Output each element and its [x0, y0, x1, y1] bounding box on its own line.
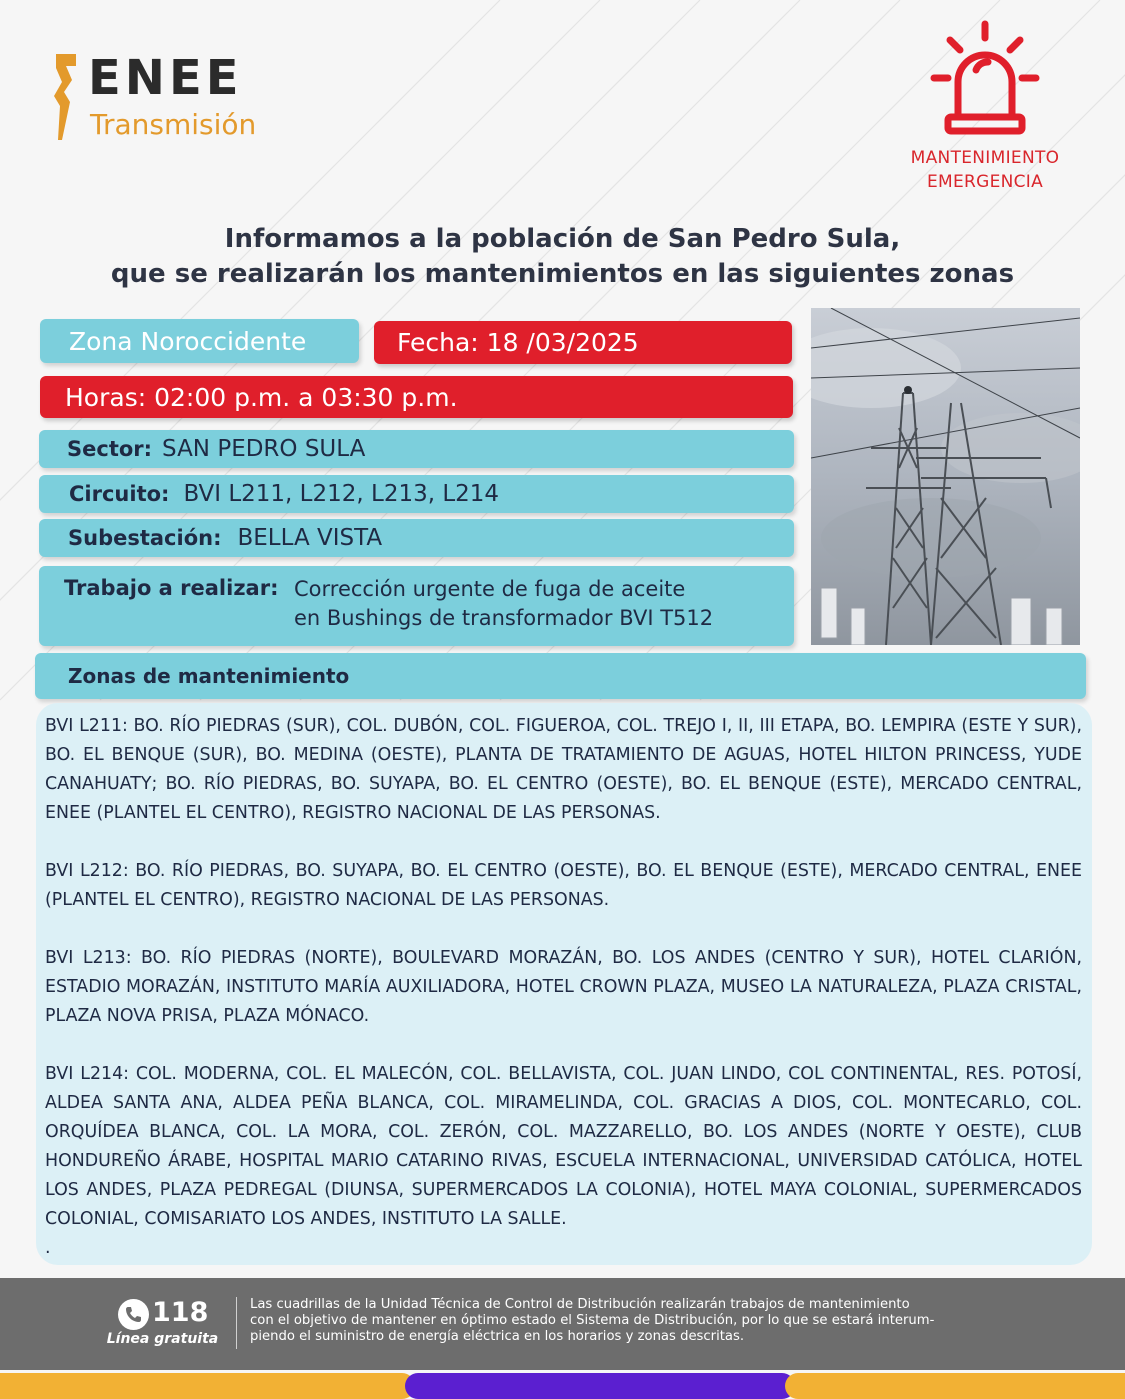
- trabajo-line-2: en Bushings de transformador BVI T512: [294, 606, 714, 630]
- sector-row: [39, 430, 794, 468]
- trabajo-label: Trabajo a realizar:: [64, 576, 279, 600]
- disclaimer-line-3: piendo el suministro de energía eléctrica en los horarios y zonas descritas.: [250, 1329, 745, 1344]
- alert-line-1: MANTENIMIENTO: [910, 148, 1060, 168]
- enee-logo: [52, 50, 292, 144]
- trabajo-row: [39, 566, 794, 646]
- zone-l212: BVI L212: BO. RÍO PIEDRAS, BO. SUYAPA, BO. EL CENTRO (OESTE), BO. EL BENQUE (ESTE), MERCADO CENTRAL, ENEE (PLANTEL EL CENTRO), REGISTRO NACIONAL DE LAS PERSONAS.: [45, 861, 1082, 910]
- fecha-badge: Fecha: 18 /03/2025: [374, 321, 792, 364]
- logo-subtitle: Transmisión: [90, 108, 257, 141]
- footer-divider: [236, 1297, 237, 1349]
- trabajo-line-1: Corrección urgente de fuga de aceite: [294, 577, 686, 601]
- disclaimer-line-1: Las cuadrillas de la Unidad Técnica de Control de Distribución realizarán trabajos de mantenimiento: [250, 1297, 910, 1312]
- siren-icon: [930, 20, 1040, 140]
- stripe-orange-left: [0, 1373, 415, 1399]
- headline-line-2: que se realizarán los mantenimientos en las siguientes zonas: [110, 259, 1015, 289]
- subestacion-label: Subestación:: [68, 526, 222, 550]
- alert-line-2: EMERGENCIA: [926, 172, 1044, 192]
- headline-line-1: Informamos a la población de San Pedro Sula,: [224, 224, 901, 254]
- sector-value: SAN PEDRO SULA: [162, 436, 366, 462]
- headline: [0, 222, 1125, 292]
- stripe-orange-right: [785, 1373, 1125, 1399]
- subestacion-row: [39, 519, 794, 557]
- zones-trailing-dot: .: [45, 1238, 51, 1258]
- transmission-tower-photo: [811, 308, 1080, 645]
- disclaimer-line-2: con el objetivo de mantener en óptimo estado el Sistema de Distribución, por lo que se estará interum-: [250, 1313, 935, 1328]
- phone-number: 118: [152, 1297, 209, 1328]
- zones-list: [45, 712, 1082, 1263]
- emergency-badge: [890, 20, 1080, 200]
- lightning-bolt-icon: [52, 54, 80, 140]
- circuito-label: Circuito:: [69, 482, 170, 506]
- hotline: [100, 1297, 225, 1353]
- zonas-header: [35, 653, 1086, 699]
- subestacion-value: BELLA VISTA: [237, 525, 383, 551]
- logo-title: ENEE: [88, 50, 243, 106]
- phone-label: Línea gratuita: [106, 1331, 219, 1347]
- horas-badge: Horas: 02:00 p.m. a 03:30 p.m.: [40, 376, 793, 418]
- disclaimer: [250, 1297, 1050, 1345]
- zone-l211: BVI L211: BO. RÍO PIEDRAS (SUR), COL. DUBÓN, COL. FIGUEROA, COL. TREJO I, II, III ETAPA, BO. LEMPIRA (ESTE Y SUR), BO. EL BENQUE (SUR), BO. MEDINA (OESTE), PLANTA DE TRATAMIENTO DE AGUAS, HOTEL HILTON PRINCESS, YUDE CANAHUATY; BO. RÍO PIEDRAS, BO. SUYAPA, BO. EL CENTRO (OESTE), BO. EL BENQUE (ESTE), MERCADO CENTRAL, ENEE (PLANTEL EL CENTRO), REGISTRO NACIONAL DE LAS PERSONAS.: [45, 716, 1082, 823]
- sector-label: Sector:: [67, 437, 153, 461]
- zone-l213: BVI L213: BO. RÍO PIEDRAS (NORTE), BOULEVARD MORAZÁN, BO. LOS ANDES (CENTRO Y SUR), HOTEL CLARIÓN, ESTADIO MORAZÁN, INSTITUTO MARÍA AUXILIADORA, HOTEL CROWN PLAZA, MUSEO LA NATURALEZA, PLAZA CRISTAL, PLAZA NOVA PRISA, PLAZA MÓNACO.: [45, 948, 1082, 1026]
- circuito-row: [39, 475, 794, 513]
- zona-badge: Zona Noroccidente: [40, 319, 359, 363]
- circuito-value: BVI L211, L212, L213, L214: [183, 481, 500, 507]
- zone-l214: BVI L214: COL. MODERNA, COL. EL MALECÓN, COL. BELLAVISTA, COL. JUAN LINDO, COL CONTINENTAL, RES. POTOSÍ, ALDEA SANTA ANA, ALDEA PEÑA BLANCA, COL. MIRAMELINDA, COL. GRACIAS A DIOS, COL. MONTECARLO, COL. ORQUÍDEA BLANCA, COL. LA MORA, COL. ZERÓN, COL. MAZZARELLO, BO. LOS ANDES (NORTE Y OESTE), CLUB HONDUREÑO ÁRABE, HOSPITAL MARIO CATARINO RIVAS, ESCUELA INTERNACIONAL, UNIVERSIDAD CATÓLICA, HOTEL LOS ANDES, PLAZA PEDREGAL (DIUNSA, SUPERMERCADOS LA COLONIA), HOTEL MAYA COLONIAL, SUPERMERCADOS COLONIAL, COMISARIATO LOS ANDES, INSTITUTO LA SALLE.: [45, 1064, 1082, 1229]
- stripe-purple: [405, 1373, 795, 1399]
- zonas-label: Zonas de mantenimiento: [68, 664, 350, 688]
